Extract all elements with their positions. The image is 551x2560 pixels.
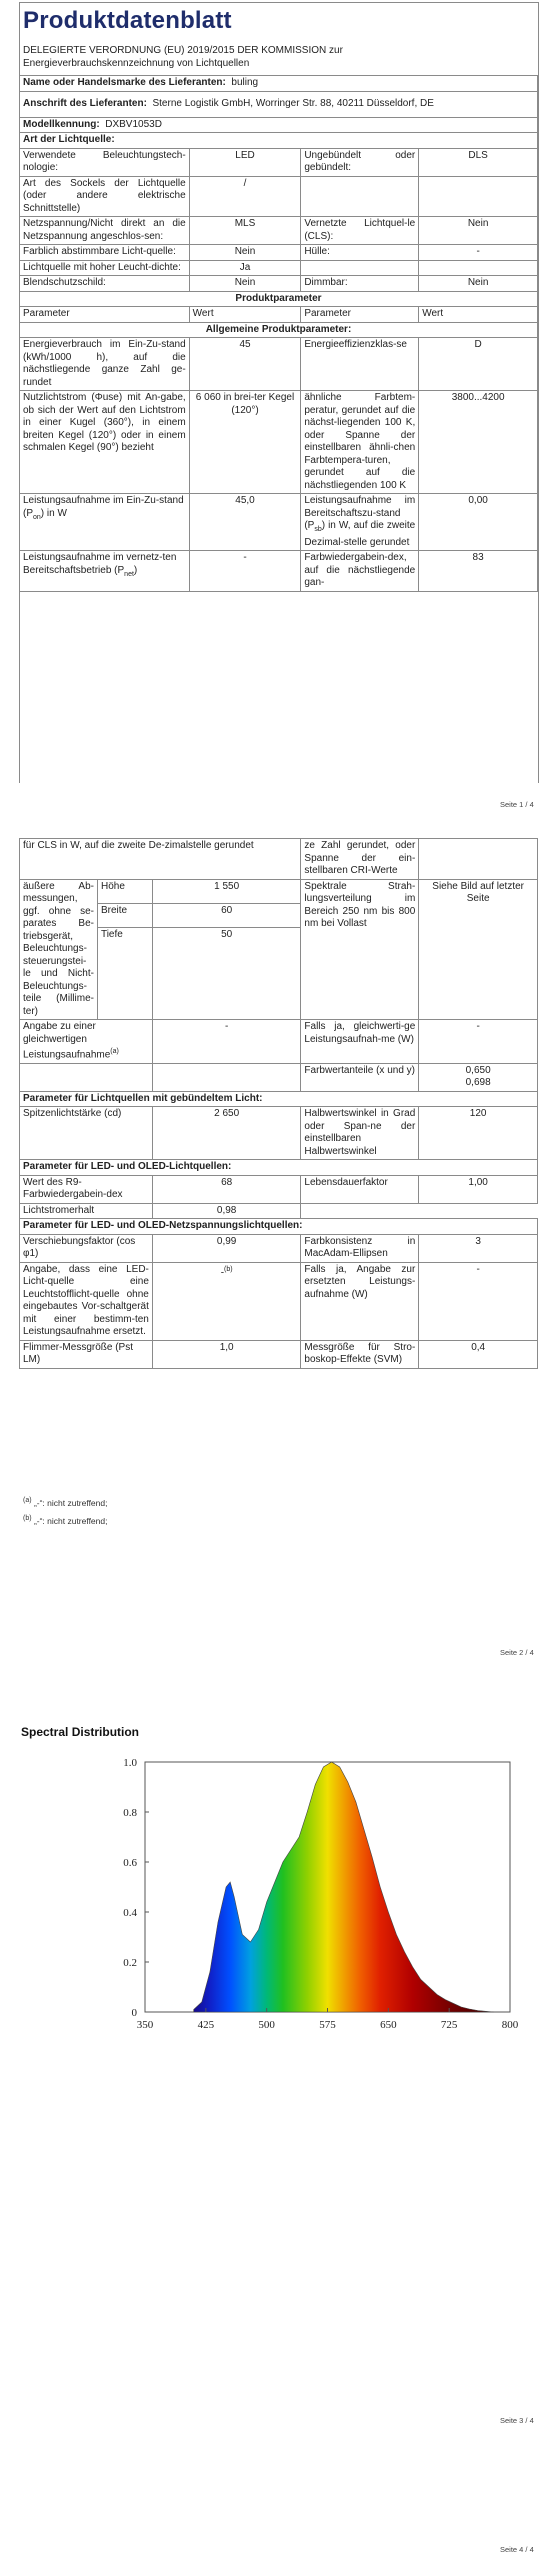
product-parameters-heading: Produktparameter: [20, 291, 538, 307]
table-row: [20, 551, 538, 592]
row-value: MLS: [189, 217, 301, 245]
on-mode-power-value: 45,0: [189, 494, 301, 551]
general-parameters-row: [20, 322, 538, 338]
spectral-distribution-title: Spectral Distribution: [21, 1725, 140, 1739]
y-tick-label: 0.4: [123, 1907, 137, 1919]
table-row: [20, 1234, 538, 1262]
row-value: /: [189, 176, 301, 217]
chromaticity-value: 0,650 0,698: [419, 1063, 538, 1091]
row-label-right: Ungebündelt oder gebündelt:: [301, 148, 419, 176]
energy-consumption-value: 45: [189, 338, 301, 391]
standby-power-text: Leistungsaufnahme im Bereitschaftszu-stand (P: [304, 495, 416, 531]
energy-consumption-label: Energieverbrauch im Ein-Zu-stand (kWh/1000 h), auf die nächstliegende ganze Zahl ge-rundet: [20, 338, 190, 391]
cct-value: 3800...4200: [419, 391, 538, 494]
table-row: [20, 1020, 538, 1064]
table-row: [20, 1203, 538, 1219]
row-label-right: [301, 176, 419, 217]
table-row: [20, 217, 538, 245]
replacement-claim-text: -: [220, 1267, 225, 1279]
row-label-right: Dimmbar:: [301, 276, 419, 292]
standby-power-value: 0,00: [419, 494, 538, 551]
height-label: Höhe: [97, 879, 152, 903]
height-value: 1 550: [152, 879, 301, 903]
table-row: [20, 391, 538, 494]
table-row: [20, 1340, 538, 1368]
stroboscopic-value: 0,4: [419, 1340, 538, 1368]
col-header-parameter-2: Parameter: [301, 307, 419, 323]
cri-value: 83: [419, 551, 538, 592]
footnote-b-mark: (b): [23, 1515, 32, 1522]
row-value-right: Nein: [419, 276, 538, 292]
networked-standby-continued: für CLS in W, auf die zweite De-zimalstelle gerundet: [20, 839, 301, 880]
r9-label: Wert des R9-Farbwiedergabein-dex: [20, 1175, 153, 1203]
beam-angle-label: Halbwertswinkel in Grad oder Span-ne der einstellbaren Halbwertswinkel: [301, 1107, 419, 1160]
column-header-row: [20, 307, 538, 323]
width-label: Breite: [97, 903, 152, 927]
table-row: [20, 1262, 538, 1340]
table-row: [20, 176, 538, 217]
row-label-right: [301, 260, 419, 276]
product-parameters-header-row: [20, 291, 538, 307]
light-source-type-label: Art der Lichtquelle:: [20, 133, 538, 149]
row-label: Farblich abstimmbare Licht-quelle:: [20, 245, 190, 261]
energy-class-label: Energieeffizienzklas-se: [301, 338, 419, 391]
row-label: Netzspannung/Nicht direkt an die Netzspannung angeschlos-sen:: [20, 217, 190, 245]
row-value-right: DLS: [419, 148, 538, 176]
spectral-distribution-value: Siehe Bild auf letzter Seite: [419, 879, 538, 1020]
footnote-a-mark: (a): [23, 1497, 32, 1504]
led-header-row: [20, 1160, 538, 1176]
row-value-right: Nein: [419, 217, 538, 245]
chromaticity-label: Farbwertanteile (x und y): [301, 1063, 419, 1091]
y-tick-label: 0.2: [123, 1957, 137, 1969]
lumen-maintenance-label: Lichtstromerhalt: [20, 1203, 153, 1219]
equivalent-power-label: [20, 1020, 153, 1064]
useful-flux-label: Nutzlichtstrom (Φuse) mit An-gabe, ob sich der Wert auf den Lichtstrom in einer Kugel (360°), in einem breiten Kegel (120°) oder in einem schmalen Kegel (90°) bezieht: [20, 391, 190, 494]
light-source-type-row: [20, 133, 538, 149]
dimensions-row: [20, 879, 538, 903]
table-row: [20, 1063, 538, 1091]
x-tick-label: 800: [501, 2019, 519, 2031]
replaced-power-label: Falls ja, Angabe zur ersetzten Leistungs-aufnahme (W): [301, 1262, 419, 1340]
datasheet-table-page1: [19, 75, 538, 592]
y-tick-label: 0.8: [123, 1807, 137, 1819]
cct-label: ähnliche Farbtem-peratur, gerundet auf die nächst-liegenden 100 K, oder Spanne der einstellbaren ähnli-chen Farbtempera-turen, gerundet auf die nächstliegenden 100 K: [301, 391, 419, 494]
row-label: Lichtquelle mit hoher Leucht-dichte:: [20, 260, 190, 276]
replaced-power-value: -: [419, 1262, 538, 1340]
power-factor-label: Verschiebungsfaktor (cos φ1): [20, 1234, 153, 1262]
table-row: [20, 245, 538, 261]
datasheet-table-page2: [19, 838, 538, 1369]
supplier-name-row: [20, 76, 538, 92]
led-parameters-heading: Parameter für LED- und OLED-Lichtquellen:: [20, 1160, 538, 1176]
standby-power-label: [301, 494, 419, 551]
dimensions-label: äußere Ab-messungen, ggf. ohne se-parates Be-triebsgerät, Beleuchtungs-steuerungstei-le und Nicht-Beleuchtungs-teile (Millime-ter): [20, 879, 98, 1020]
replacement-claim-value: [152, 1262, 301, 1340]
page-2: [0, 836, 551, 1666]
r9-value: 68: [152, 1175, 301, 1203]
footnote-a-text: „-“: nicht zutreffend;: [33, 1497, 108, 1508]
supplier-name-value: buling: [231, 77, 259, 88]
footnote-b-text: „-“: nicht zutreffend;: [33, 1515, 108, 1526]
table-row: [20, 338, 538, 391]
x-tick-label: 350: [136, 2019, 154, 2031]
table-row: [20, 148, 538, 176]
empty-cell: [301, 1203, 538, 1219]
page-1: [0, 0, 551, 809]
width-value: 60: [152, 903, 301, 927]
spectral-distribution-label: Spektrale Strah-lungsverteilung im Bereich 250 nm bis 800 nm bei Vollast: [301, 879, 419, 1020]
survival-factor-label: Lebensdauerfaktor: [301, 1175, 419, 1203]
page-footer: Seite 3 / 4: [500, 2416, 534, 2425]
lumen-maintenance-value: 0,98: [152, 1203, 301, 1219]
beam-angle-value: 120: [419, 1107, 538, 1160]
model-label: Modellkennung:: [23, 118, 100, 130]
depth-value: 50: [152, 928, 301, 1020]
model-row: [20, 117, 538, 133]
y-tick-label: 1.0: [123, 1757, 137, 1769]
mains-parameters-heading: Parameter für LED- und OLED-Netzspannungslichtquellen:: [20, 1219, 538, 1235]
row-value: LED: [189, 148, 301, 176]
col-header-parameter: Parameter: [20, 307, 190, 323]
subscript: net: [124, 570, 134, 578]
row-value: Ja: [189, 260, 301, 276]
survival-factor-value: 1,00: [419, 1175, 538, 1203]
row-label: Blendschutzschild:: [20, 276, 190, 292]
x-tick-label: 650: [380, 2019, 397, 2031]
stroboscopic-label: Messgröße für Stro-boskop-Effekte (SVM): [301, 1340, 419, 1368]
row-value-right: [419, 176, 538, 217]
footnote-a: [23, 1494, 107, 1510]
footnote-mark: (b): [224, 1265, 233, 1273]
x-tick-label: 725: [440, 2019, 458, 2031]
empty-cell: [419, 839, 538, 880]
row-value: Nein: [189, 245, 301, 261]
col-header-value: Wert: [189, 307, 301, 323]
y-tick-label: 0: [131, 2007, 137, 2019]
empty-cell: [152, 1063, 301, 1091]
table-row: [20, 276, 538, 292]
footnote-b: [23, 1512, 107, 1528]
equivalent-power-text: Angabe zu einer gleichwertigen Leistungsaufnahme: [23, 1021, 111, 1061]
col-header-value-2: Wert: [419, 307, 538, 323]
footnote-mark: (a): [110, 1048, 119, 1055]
x-tick-label: 575: [319, 2019, 336, 2031]
page-footer: Seite 1 / 4: [500, 800, 534, 809]
useful-flux-value: 6 060 in brei-ter Kegel (120°): [189, 391, 301, 494]
directional-parameters-heading: Parameter für Lichtquellen mit gebündeltem Licht:: [20, 1091, 538, 1107]
flicker-label: Flimmer-Messgröße (Pst LM): [20, 1340, 153, 1368]
x-tick-label: 500: [258, 2019, 275, 2031]
address-value: Sterne Logistik GmbH, Worringer Str. 88, 40211 Düsseldorf, DE: [152, 97, 434, 109]
general-parameters-heading: Allgemeine Produktparameter:: [20, 322, 538, 338]
directional-header-row: [20, 1091, 538, 1107]
peak-intensity-value: 2 650: [152, 1107, 301, 1160]
row-value-right: [419, 260, 538, 276]
row-label: Art des Sockels der Lichtquelle (oder andere elektrische Schnittstelle): [20, 176, 190, 217]
on-mode-power-text: Leistungsaufnahme im Ein-Zu-stand (P: [23, 495, 184, 519]
spectral-chart: [100, 1750, 520, 2050]
replacement-claim-label: Angabe, dass eine LED-Licht-quelle eine Leuchtstofflicht-quelle ohne eingebautes Vor-schaltgerät mit einer bestimm-ten Leistungsaufnahme ersetzt.: [20, 1262, 153, 1340]
cri-label: Farbwiedergabein-dex, auf die nächstliegende gan-: [301, 551, 419, 592]
equivalent-power-w-label: Falls ja, gleichwerti-ge Leistungsaufnah-me (W): [301, 1020, 419, 1064]
row-label-right: Vernetzte Lichtquel-le (CLS):: [301, 217, 419, 245]
table-row: [20, 1175, 538, 1203]
on-mode-power-label: [20, 494, 190, 551]
mains-header-row: [20, 1219, 538, 1235]
equivalent-power-value: -: [152, 1020, 301, 1064]
equivalent-power-w-value: -: [419, 1020, 538, 1064]
networked-standby-text: Leistungsaufnahme im vernetz-ten Bereitschaftsbetrieb (P: [23, 552, 177, 576]
model-value: DXBV1053D: [105, 118, 162, 130]
row-label-right: Hülle:: [301, 245, 419, 261]
regulation-text: DELEGIERTE VERORDNUNG (EU) 2019/2015 DER KOMMISSION zur Energieverbrauchskennzeichnung von Lichtquellen: [23, 45, 343, 69]
page-title: Produktdatenblatt: [23, 7, 232, 34]
table-row: [20, 494, 538, 551]
table-row: [20, 839, 538, 880]
x-tick-label: 425: [197, 2019, 215, 2031]
row-value-right: -: [419, 245, 538, 261]
row-value: Nein: [189, 276, 301, 292]
power-factor-value: 0,99: [152, 1234, 301, 1262]
networked-standby-value: -: [189, 551, 301, 592]
on-mode-power-text-2: ) in W: [40, 507, 67, 519]
supplier-name-label: Name oder Handelsmarke des Lieferanten:: [23, 77, 226, 88]
colour-consistency-label: Farbkonsistenz in MacAdam-Ellipsen: [301, 1234, 419, 1262]
subscript: on: [33, 513, 41, 521]
depth-label: Tiefe: [97, 928, 152, 1020]
empty-cell: [20, 1063, 153, 1091]
supplier-address-row: [20, 91, 538, 117]
table-row: [20, 260, 538, 276]
row-label: Verwendete Beleuchtungstech-nologie:: [20, 148, 190, 176]
page-footer-4: Seite 4 / 4: [500, 2545, 534, 2554]
cri-label-continued: ze Zahl gerundet, oder Spanne der ein-stellbaren CRI-Werte: [301, 839, 419, 880]
colour-consistency-value: 3: [419, 1234, 538, 1262]
standby-power-text-2: ) in W, auf die zweite Dezimal-stelle gerundet: [304, 520, 416, 548]
energy-class-value: D: [419, 338, 538, 391]
flicker-value: 1,0: [152, 1340, 301, 1368]
subscript: sb: [314, 526, 322, 533]
y-tick-label: 0.6: [123, 1857, 137, 1869]
networked-standby-label: [20, 551, 190, 592]
table-row: [20, 1107, 538, 1160]
address-label: Anschrift des Lieferanten:: [23, 97, 147, 109]
peak-intensity-label: Spitzenlichtstärke (cd): [20, 1107, 153, 1160]
page-footer: Seite 2 / 4: [500, 1648, 534, 1657]
networked-standby-text-2: ): [133, 564, 138, 576]
